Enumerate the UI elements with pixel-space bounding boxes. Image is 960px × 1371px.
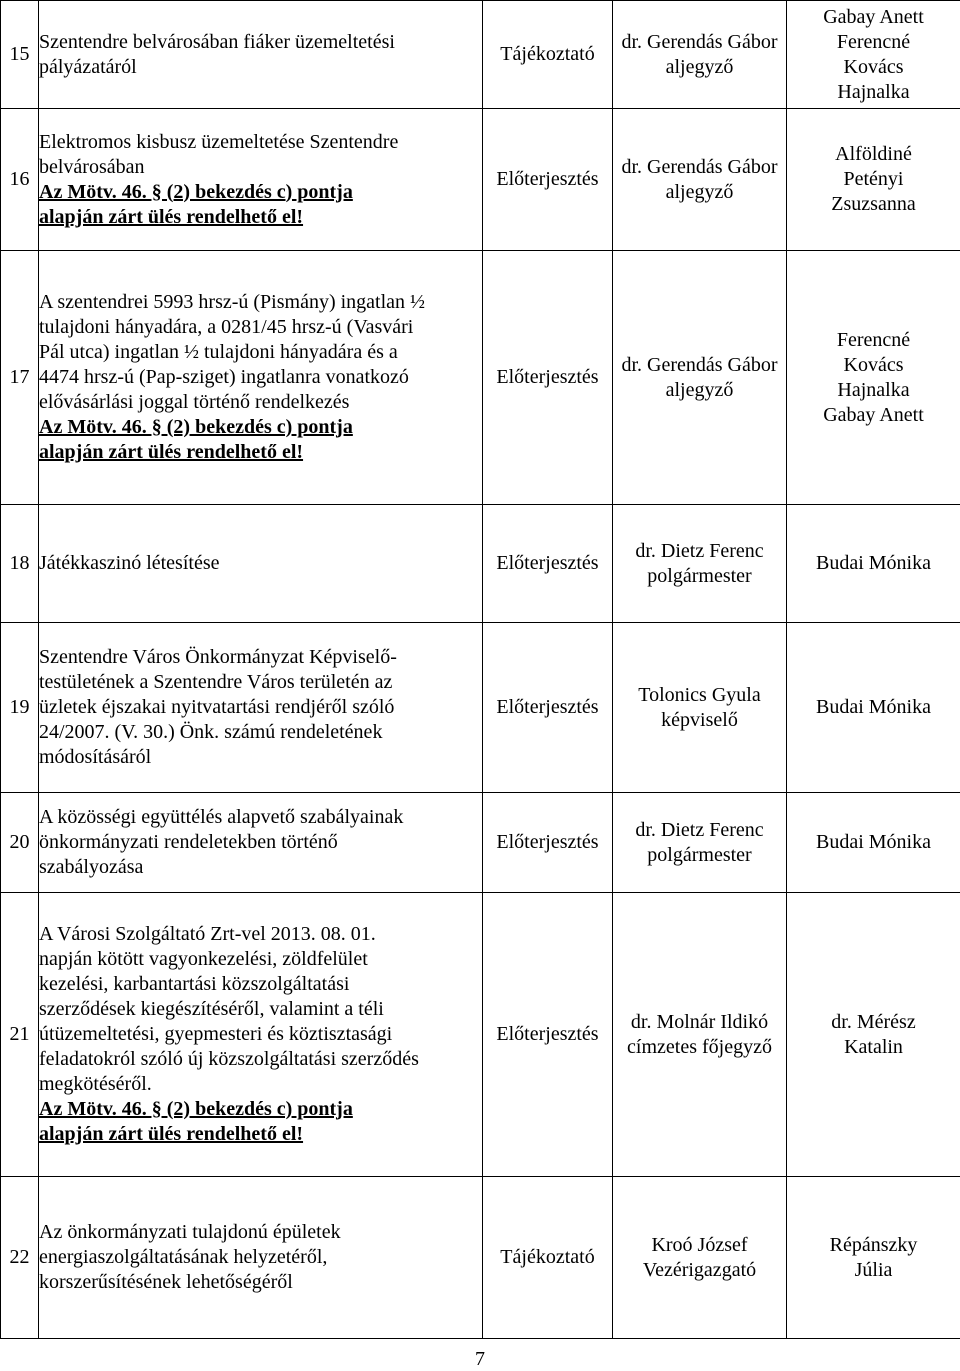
agenda-row xyxy=(1,1177,960,1339)
owner-line: Gabay Anett xyxy=(787,403,960,428)
title-line: testületének a Szentendre Város területén az xyxy=(39,670,482,695)
presenter-line: aljegyző xyxy=(613,180,786,205)
closed-session-note: Az Mötv. 46. § (2) bekezdés c) pontja xyxy=(39,1097,482,1122)
presenter-line: dr. Gerendás Gábor xyxy=(613,30,786,55)
title-line: napján kötött vagyonkezelési, zöldfelület xyxy=(39,947,482,972)
title-line: önkormányzati rendeletekben történő xyxy=(39,830,482,855)
item-number xyxy=(1,251,39,505)
title-line: Játékkaszinó létesítése xyxy=(39,551,482,576)
item-type-text: Előterjesztés xyxy=(483,551,612,576)
agenda-body xyxy=(1,1,960,1339)
item-number-text: 18 xyxy=(10,552,30,574)
item-title xyxy=(39,623,483,793)
item-number-text: 20 xyxy=(10,831,30,853)
item-presenter xyxy=(613,251,787,505)
presenter-line: dr. Dietz Ferenc xyxy=(613,818,786,843)
item-type xyxy=(483,1,613,109)
owner-line: Júlia xyxy=(787,1258,960,1283)
title-line: energiaszolgáltatásának helyzetéről, xyxy=(39,1245,482,1270)
owner-line: Petényi xyxy=(787,167,960,192)
closed-session-note: Az Mötv. 46. § (2) bekezdés c) pontja xyxy=(39,415,482,440)
owner-line: Kovács xyxy=(787,55,960,80)
item-title xyxy=(39,505,483,623)
title-line: üzletek éjszakai nyitvatartási rendjéről szóló xyxy=(39,695,482,720)
owner-line: Budai Mónika xyxy=(787,551,960,576)
item-presenter xyxy=(613,109,787,251)
item-type xyxy=(483,251,613,505)
item-title xyxy=(39,1,483,109)
presenter-line: Vezérigazgató xyxy=(613,1258,786,1283)
owner-line: Hajnalka xyxy=(787,378,960,403)
title-line: Szentendre belvárosában fiáker üzemeltetési xyxy=(39,30,482,55)
item-number xyxy=(1,1177,39,1339)
owner-line: dr. Mérész xyxy=(787,1010,960,1035)
title-line: Pál utca) ingatlan ½ tulajdoni hányadára és a xyxy=(39,340,482,365)
item-type xyxy=(483,893,613,1177)
owner-line: Répánszky xyxy=(787,1233,960,1258)
presenter-line: Tolonics Gyula xyxy=(613,683,786,708)
item-title xyxy=(39,893,483,1177)
presenter-line: dr. Gerendás Gábor xyxy=(613,353,786,378)
closed-session-note: alapján zárt ülés rendelhető el! xyxy=(39,205,482,230)
closed-session-note: alapján zárt ülés rendelhető el! xyxy=(39,440,482,465)
agenda-row xyxy=(1,109,960,251)
item-owner xyxy=(787,893,960,1177)
item-type xyxy=(483,505,613,623)
item-owner xyxy=(787,505,960,623)
item-title xyxy=(39,109,483,251)
title-line: elővásárlási joggal történő rendelkezés xyxy=(39,390,482,415)
item-presenter xyxy=(613,893,787,1177)
owner-line: Kovács xyxy=(787,353,960,378)
title-line: 4474 hrsz-ú (Pap-sziget) ingatlanra vonatkozó xyxy=(39,365,482,390)
title-line: módosításáról xyxy=(39,745,482,770)
item-number-text: 16 xyxy=(10,168,30,190)
item-number-text: 21 xyxy=(10,1023,30,1045)
item-type xyxy=(483,1177,613,1339)
item-title xyxy=(39,251,483,505)
item-type-text: Tájékoztató xyxy=(483,42,612,67)
item-number-text: 17 xyxy=(10,366,30,388)
owner-line: Alföldiné xyxy=(787,142,960,167)
title-line: kezelési, karbantartási közszolgáltatási xyxy=(39,972,482,997)
item-presenter xyxy=(613,1,787,109)
presenter-line: dr. Molnár Ildikó xyxy=(613,1010,786,1035)
item-owner xyxy=(787,793,960,893)
title-line: szabályozása xyxy=(39,855,482,880)
owner-line: Budai Mónika xyxy=(787,830,960,855)
agenda-row xyxy=(1,793,960,893)
presenter-line: címzetes főjegyző xyxy=(613,1035,786,1060)
title-line: Az önkormányzati tulajdonú épületek xyxy=(39,1220,482,1245)
title-line: szerződések kiegészítéséről, valamint a téli xyxy=(39,997,482,1022)
item-type-text: Előterjesztés xyxy=(483,830,612,855)
title-line: A szentendrei 5993 hrsz-ú (Pismány) ingatlan ½ xyxy=(39,290,482,315)
agenda-row xyxy=(1,251,960,505)
presenter-line: dr. Gerendás Gábor xyxy=(613,155,786,180)
title-line: útüzemeltetési, gyepmesteri és köztisztasági xyxy=(39,1022,482,1047)
item-number xyxy=(1,109,39,251)
title-line: Szentendre Város Önkormányzat Képviselő- xyxy=(39,645,482,670)
item-presenter xyxy=(613,505,787,623)
item-presenter xyxy=(613,623,787,793)
owner-line: Zsuzsanna xyxy=(787,192,960,217)
title-line: A Városi Szolgáltató Zrt-vel 2013. 08. 01. xyxy=(39,922,482,947)
title-line: megkötéséről. xyxy=(39,1072,482,1097)
presenter-line: aljegyző xyxy=(613,55,786,80)
owner-line: Ferencné xyxy=(787,328,960,353)
item-number xyxy=(1,623,39,793)
item-owner xyxy=(787,623,960,793)
item-owner xyxy=(787,251,960,505)
item-type-text: Tájékoztató xyxy=(483,1245,612,1270)
item-number xyxy=(1,505,39,623)
title-line: pályázatáról xyxy=(39,55,482,80)
presenter-line: képviselő xyxy=(613,708,786,733)
item-type xyxy=(483,623,613,793)
item-number xyxy=(1,893,39,1177)
agenda-row xyxy=(1,1,960,109)
item-number-text: 15 xyxy=(10,43,30,65)
owner-line: Ferencné xyxy=(787,30,960,55)
title-line: Elektromos kisbusz üzemeltetése Szentendre xyxy=(39,130,482,155)
item-owner xyxy=(787,1,960,109)
page-number: 7 xyxy=(0,1348,960,1371)
title-line: tulajdoni hányadára, a 0281/45 hrsz-ú (Vasvári xyxy=(39,315,482,340)
title-line: 24/2007. (V. 30.) Önk. számú rendeletének xyxy=(39,720,482,745)
title-line: feladatokról szóló új közszolgáltatási szerződés xyxy=(39,1047,482,1072)
owner-line: Hajnalka xyxy=(787,80,960,105)
item-owner xyxy=(787,1177,960,1339)
item-number-text: 22 xyxy=(10,1246,30,1268)
item-type xyxy=(483,793,613,893)
title-line: A közösségi együttélés alapvető szabályainak xyxy=(39,805,482,830)
presenter-line: Kroó József xyxy=(613,1233,786,1258)
owner-line: Budai Mónika xyxy=(787,695,960,720)
item-title xyxy=(39,793,483,893)
owner-line: Gabay Anett xyxy=(787,5,960,30)
item-type-text: Előterjesztés xyxy=(483,695,612,720)
closed-session-note: alapján zárt ülés rendelhető el! xyxy=(39,1122,482,1147)
item-type xyxy=(483,109,613,251)
title-line: belvárosában xyxy=(39,155,482,180)
item-number-text: 19 xyxy=(10,696,30,718)
item-presenter xyxy=(613,793,787,893)
item-owner xyxy=(787,109,960,251)
agenda-row xyxy=(1,623,960,793)
owner-line: Katalin xyxy=(787,1035,960,1060)
title-line: korszerűsítésének lehetőségéről xyxy=(39,1270,482,1295)
agenda-row xyxy=(1,893,960,1177)
item-type-text: Előterjesztés xyxy=(483,1022,612,1047)
presenter-line: aljegyző xyxy=(613,378,786,403)
agenda-row xyxy=(1,505,960,623)
presenter-line: polgármester xyxy=(613,564,786,589)
item-number xyxy=(1,1,39,109)
item-type-text: Előterjesztés xyxy=(483,365,612,390)
closed-session-note: Az Mötv. 46. § (2) bekezdés c) pontja xyxy=(39,180,482,205)
item-number xyxy=(1,793,39,893)
item-presenter xyxy=(613,1177,787,1339)
item-title xyxy=(39,1177,483,1339)
presenter-line: dr. Dietz Ferenc xyxy=(613,539,786,564)
presenter-line: polgármester xyxy=(613,843,786,868)
item-type-text: Előterjesztés xyxy=(483,167,612,192)
